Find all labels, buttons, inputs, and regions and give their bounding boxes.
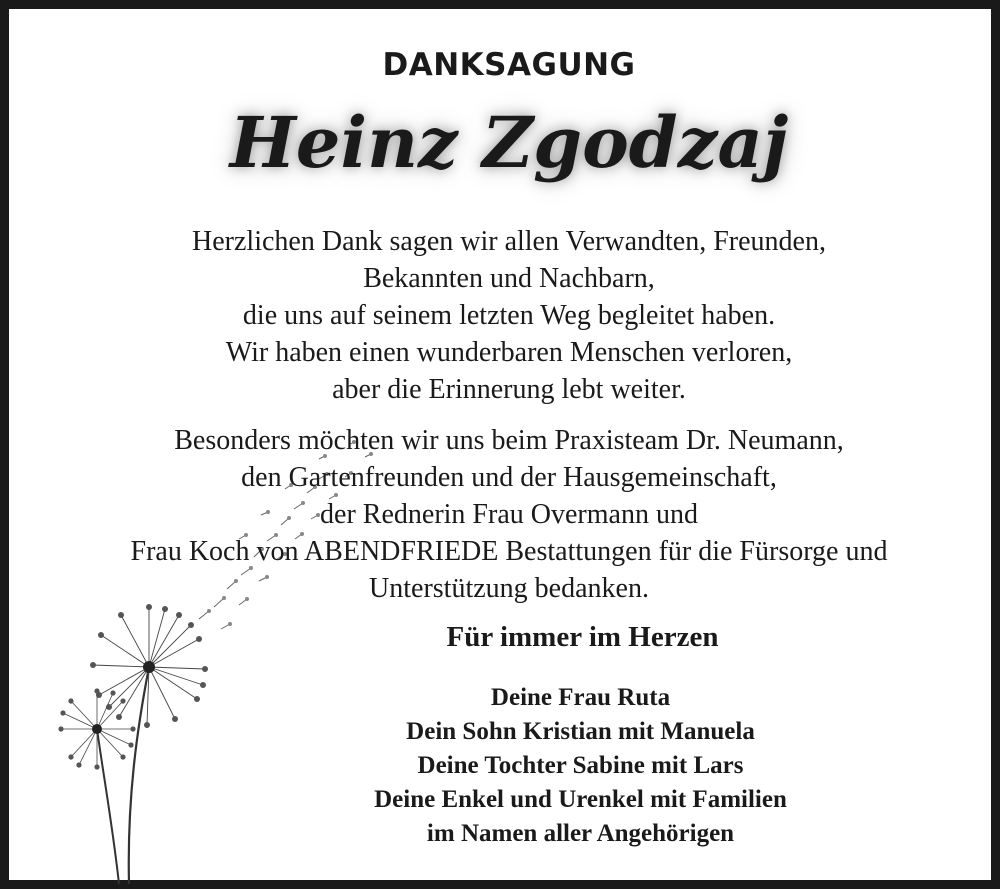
notice-heading: DANKSAGUNG	[382, 47, 636, 83]
text-line: aber die Erinnerung lebt weiter.	[332, 374, 686, 405]
signer-line: Dein Sohn Kristian mit Manuela	[406, 718, 755, 745]
signer-line: im Namen aller Angehörigen	[426, 820, 735, 847]
thanks-paragraph	[9, 223, 1000, 408]
text-line: Unterstützung bedanken.	[369, 573, 649, 604]
text-line: Wir haben einen wunderbaren Menschen verloren,	[225, 337, 793, 368]
text-line: der Rednerin Frau Overmann und	[320, 499, 698, 530]
signer-line: Deine Frau Ruta	[490, 684, 671, 711]
deceased-name: Heinz Zgodzaj	[229, 101, 789, 184]
signer-line: Deine Enkel und Urenkel mit Familien	[374, 786, 787, 813]
text-line: den Gartenfreunden und der Hausgemeinschaft,	[241, 462, 777, 493]
text-line: die uns auf seinem letzten Weg begleitet haben.	[242, 300, 776, 331]
signer-line: Deine Tochter Sabine mit Lars	[417, 752, 744, 779]
motto: Für immer im Herzen	[446, 621, 719, 653]
special-thanks-paragraph	[9, 422, 1000, 607]
signers-list	[9, 681, 1000, 851]
text-line: Herzlichen Dank sagen wir allen Verwandten, Freunden,	[192, 226, 826, 257]
text-line: Frau Koch von ABENDFRIEDE Bestattungen für die Fürsorge und	[130, 536, 888, 567]
text-line: Besonders möchten wir uns beim Praxisteam Dr. Neumann,	[174, 425, 844, 456]
text-line: Bekannten und Nachbarn,	[363, 263, 655, 294]
